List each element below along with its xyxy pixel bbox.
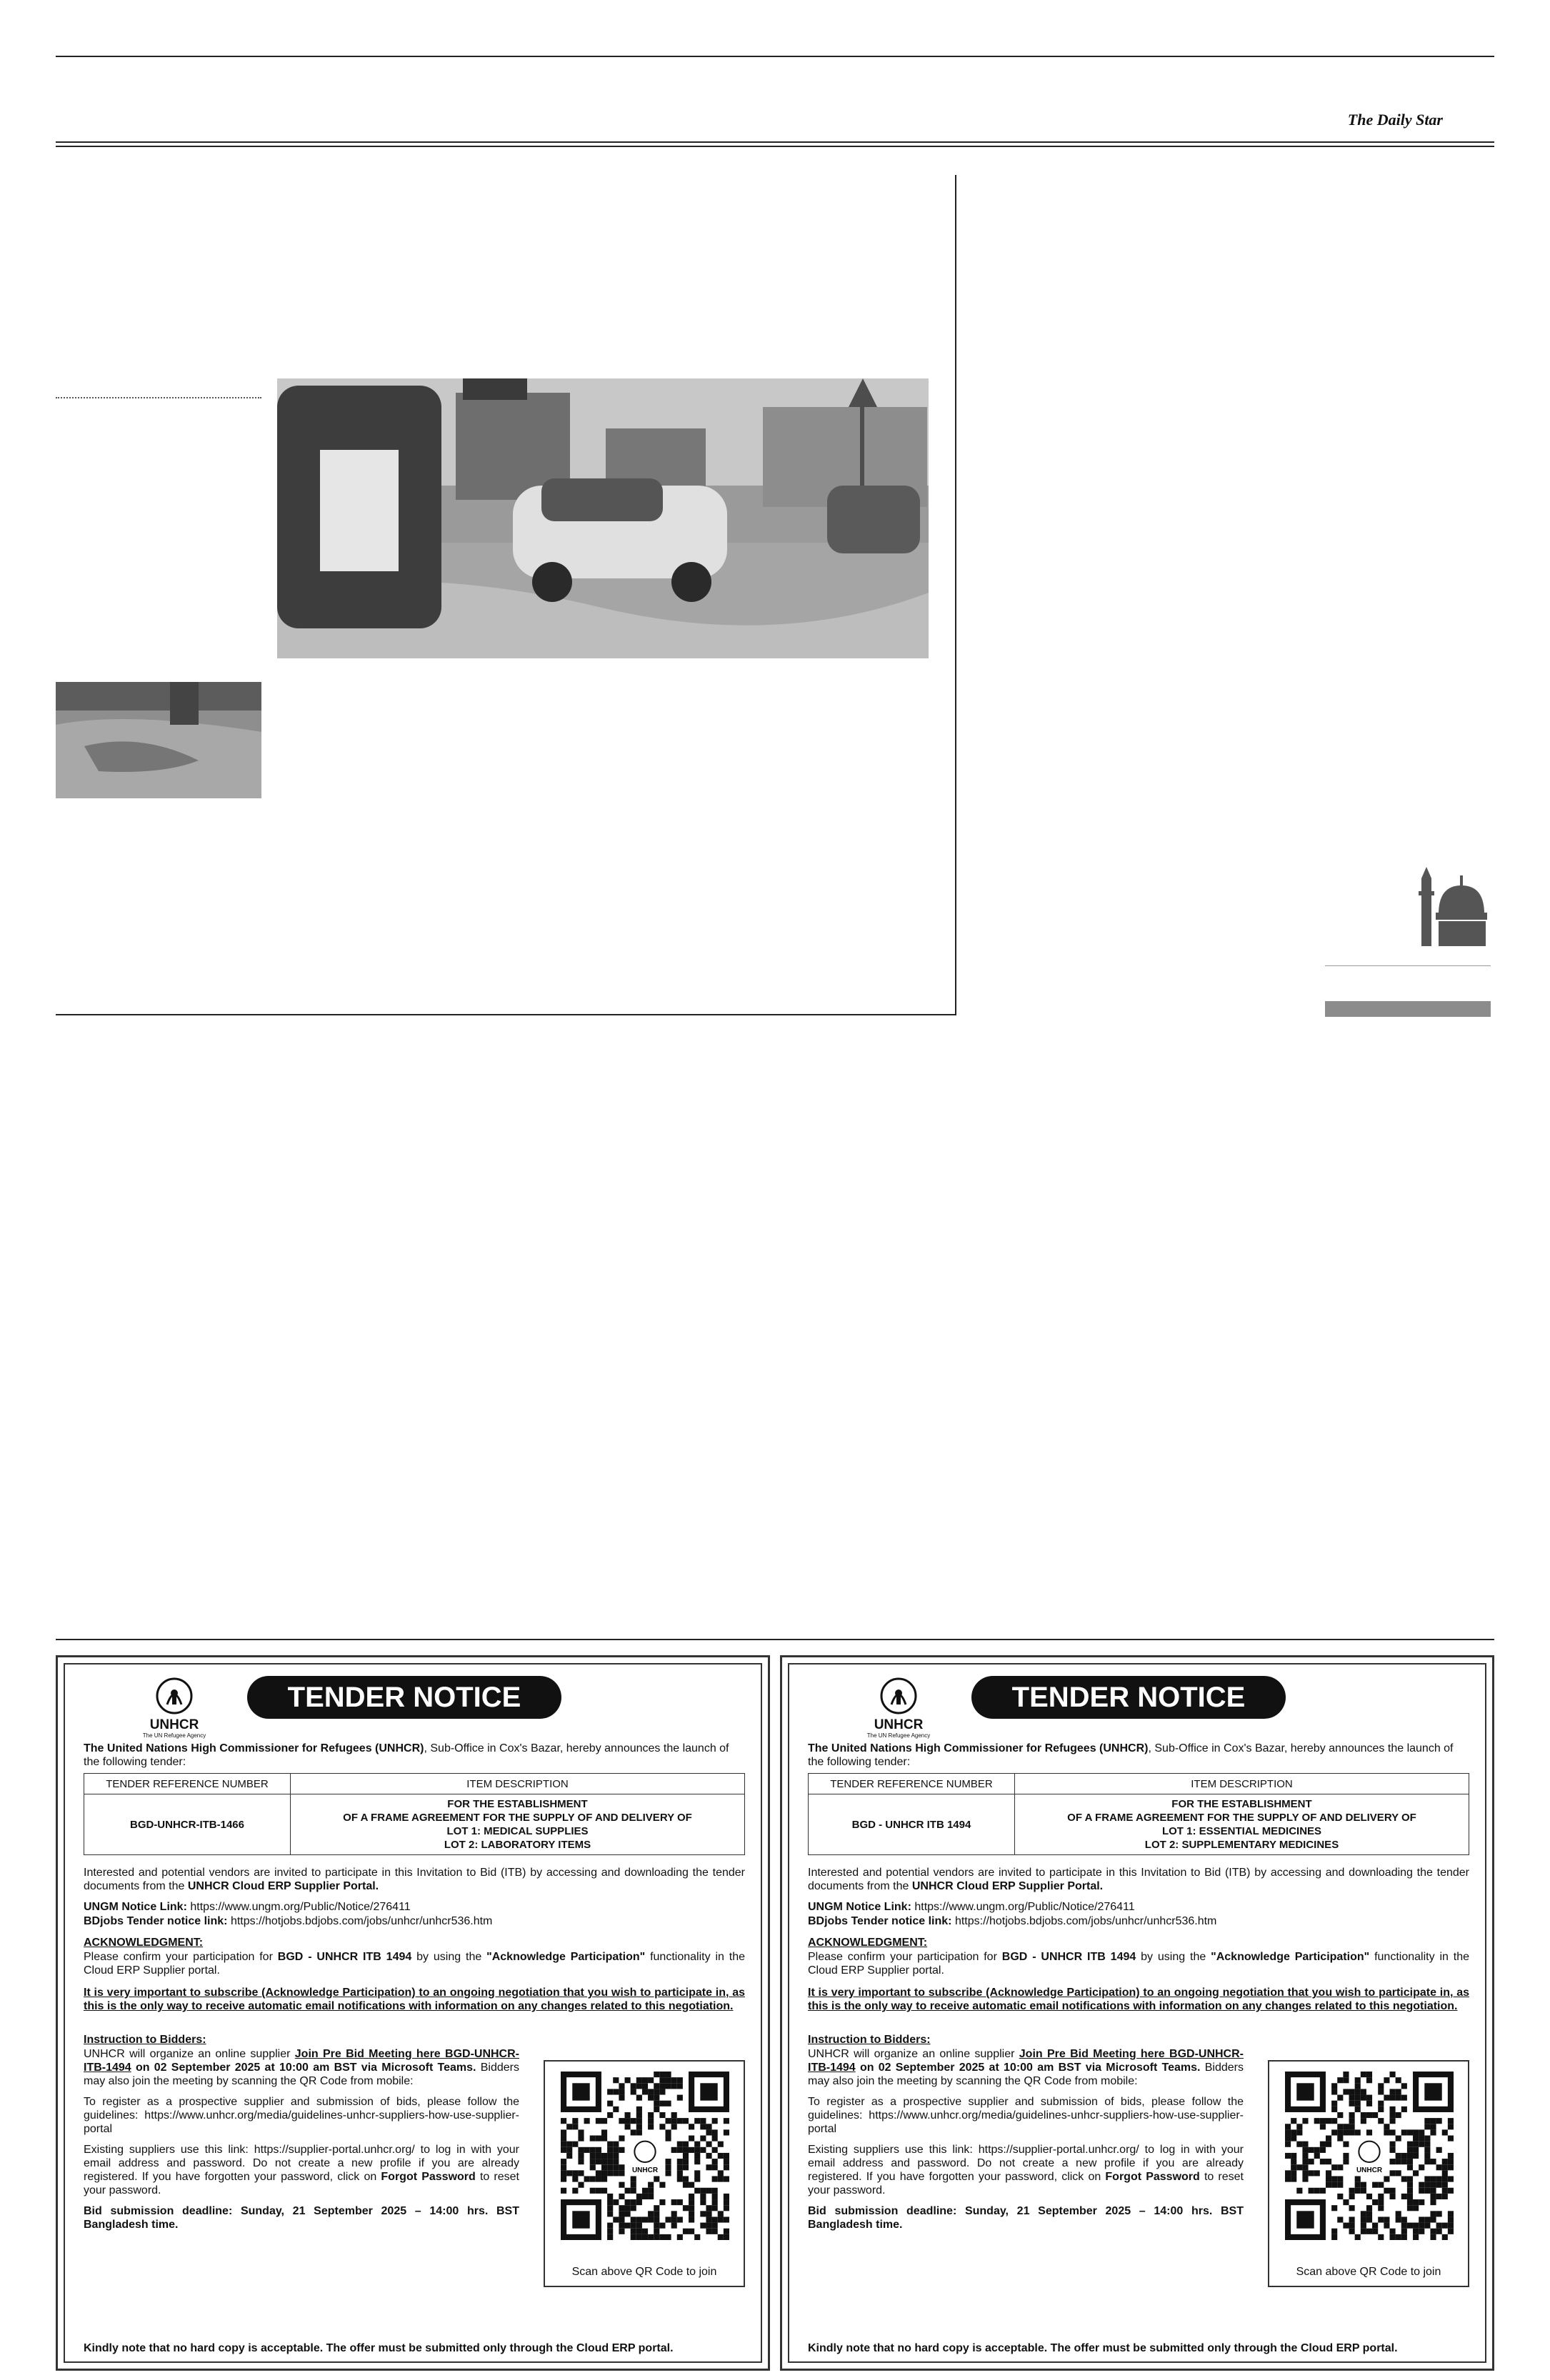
instr-text-1: UNHCR will organize an online supplier [808, 2048, 1019, 2060]
instr-paragraph [808, 2047, 1244, 2088]
article-bottom-rule [56, 1014, 956, 1015]
instructions-column [808, 2047, 1244, 2239]
instr-text-1: UNHCR will organize an online supplier [84, 2048, 295, 2060]
qr-code-icon[interactable] [1282, 2069, 1456, 2254]
ungm-link[interactable]: https://www.ungm.org/Public/Notice/276411 [914, 1901, 1135, 1913]
qr-unhcr-label: UNHCR [631, 2166, 659, 2174]
grey-band [1325, 1001, 1491, 1017]
instr-text-2: on 02 September 2025 at 10:00 am BST via Microsoft Teams. [855, 2062, 1201, 2074]
top-rule [56, 56, 1494, 57]
desc-line-4: LOT 2: SUPPLEMENTARY MEDICINES [1144, 1839, 1339, 1851]
ungm-line [84, 1900, 745, 1914]
unhcr-emblem-icon [156, 1677, 193, 1714]
ack-quote: "Acknowledge Participation" [1211, 1951, 1370, 1963]
article-right-rule [955, 175, 956, 1015]
instr-text-2: on 02 September 2025 at 10:00 am BST via Microsoft Teams. [131, 2062, 476, 2074]
qr-code-box [1268, 2060, 1469, 2287]
pre-bid-meeting-link[interactable]: Join Pre Bid Meeting here BGD-UNHCR-ITB-1494 [808, 2048, 1244, 2074]
mosque-underline [1325, 965, 1491, 966]
tender-notice-title: TENDER NOTICE [247, 1676, 561, 1719]
instr-paragraph [84, 2047, 519, 2088]
important-note: It is very important to subscribe (Acknowledge Participation) to an ongoing negotiation that you wish to participate in, as this is the only way to receive automatic email notifications with information on any changes related to this negotiation. [84, 1987, 745, 2012]
invite-portal: UNHCR Cloud ERP Supplier Portal. [911, 1880, 1104, 1892]
qr-caption: Scan above QR Code to join [1296, 2266, 1441, 2278]
header-rule-2 [56, 146, 1494, 147]
forgot-password: Forgot Password [1105, 2171, 1200, 2183]
invite-portal: UNHCR Cloud ERP Supplier Portal. [187, 1880, 379, 1892]
register-paragraph: To register as a prospective supplier and submission of bids, please follow the guidelines: https://www.unhcr.org/media/guidelines-unhcr-suppliers-how-use-supplier-portal [84, 2096, 519, 2135]
unhcr-logo [135, 1677, 214, 1739]
street-photo-illustration [277, 378, 929, 658]
pre-bid-meeting-link[interactable]: Join Pre Bid Meeting here BGD-UNHCR-ITB-1494 [84, 2048, 519, 2074]
road-damage-photo [56, 682, 261, 798]
desc-line-2: OF A FRAME AGREEMENT FOR THE SUPPLY OF AND DELIVERY OF [1067, 1812, 1416, 1824]
table-header-reference: TENDER REFERENCE NUMBER [809, 1774, 1015, 1794]
deadline: Bid submission deadline: Sunday, 21 September 2025 – 14:00 hrs. BST Bangladesh time. [808, 2205, 1244, 2231]
invite-text: Interested and potential vendors are invited to participate in this Invitation to Bid (ITB) by accessing and downloading the tender documents from the [84, 1867, 745, 1892]
unhcr-logo [859, 1677, 938, 1739]
ack-ref: BGD - UNHCR ITB 1494 [277, 1951, 412, 1963]
ad-section-rule [56, 1639, 1494, 1640]
mosque-icon [1407, 864, 1493, 946]
instr-heading: Instruction to Bidders: [84, 2034, 206, 2046]
intro-org: The United Nations High Commissioner for Refugees (UNHCR) [808, 1742, 1149, 1754]
ack-text-2: by using the [1136, 1951, 1211, 1963]
table-header-reference: TENDER REFERENCE NUMBER [84, 1774, 291, 1794]
final-note: Kindly note that no hard copy is acceptable. The offer must be submitted only through the Cloud ERP portal. [84, 2342, 674, 2354]
bdjobs-line [84, 1914, 745, 1928]
desc-line-4: LOT 2: LABORATORY ITEMS [444, 1839, 591, 1851]
qr-caption: Scan above QR Code to join [571, 2266, 717, 2278]
tender-notice-left [56, 1655, 770, 2371]
intro-rest: , Sub-Office in Cox's Bazar, hereby announces the launch of the following tender: [84, 1742, 729, 1768]
tender-reference: BGD-UNHCR-ITB-1466 [84, 1794, 291, 1855]
invite-paragraph [808, 1866, 1469, 1893]
invite-text: Interested and potential vendors are invited to participate in this Invitation to Bid (ITB) by accessing and downloading the tender documents from the [808, 1867, 1469, 1892]
ack-paragraph [808, 1950, 1469, 1977]
unhcr-logo-tagline: The UN Refugee Agency [866, 1732, 931, 1739]
intro-org: The United Nations High Commissioner for Refugees (UNHCR) [84, 1742, 424, 1754]
tender-reference: BGD - UNHCR ITB 1494 [809, 1794, 1015, 1855]
bdjobs-label: BDjobs Tender notice link: [84, 1915, 228, 1927]
ack-text-1: Please confirm your participation for [84, 1951, 278, 1963]
intro-rest: , Sub-Office in Cox's Bazar, hereby announces the launch of the following tender: [808, 1742, 1454, 1768]
header-rule-1 [56, 141, 1494, 143]
unhcr-logo-name: UNHCR [149, 1717, 199, 1732]
tender-table [84, 1773, 745, 1855]
desc-line-3: LOT 1: MEDICAL SUPPLIES [446, 1825, 589, 1837]
instr-heading: Instruction to Bidders: [808, 2034, 931, 2046]
unhcr-logo-name: UNHCR [874, 1717, 924, 1732]
ack-text-3: functionality in the Cloud ERP Supplier portal. [808, 1951, 1470, 1977]
existing-text-1: Existing suppliers use this link: https://supplier-portal.unhcr.org/ to log in with your email address and password. Do not create a new profile if you are already registered. If you have forgotten your password, click on [84, 2144, 519, 2183]
item-description [1015, 1794, 1469, 1855]
unhcr-logo-tagline: The UN Refugee Agency [142, 1732, 206, 1739]
instr-text-3: Bidders may also join the meeting by scanning the QR Code from mobile: [808, 2062, 1244, 2087]
bdjobs-line [808, 1914, 1469, 1928]
ungm-label: UNGM Notice Link: [84, 1901, 187, 1913]
bdjobs-label: BDjobs Tender notice link: [808, 1915, 952, 1927]
desc-line-2: OF A FRAME AGREEMENT FOR THE SUPPLY OF AND DELIVERY OF [343, 1812, 692, 1824]
masthead-logo: The Daily Star [1347, 111, 1443, 129]
tender-table [808, 1773, 1469, 1855]
intro-text [84, 1742, 745, 1769]
instructions-column [84, 2047, 519, 2239]
unhcr-emblem-icon [880, 1677, 917, 1714]
bdjobs-link[interactable]: https://hotjobs.bdjobs.com/jobs/unhcr/unhcr536.htm [954, 1915, 1217, 1927]
desc-line-1: FOR THE ESTABLISHMENT [447, 1798, 588, 1810]
forgot-password: Forgot Password [381, 2171, 476, 2183]
ack-quote: "Acknowledge Participation" [486, 1951, 646, 1963]
ungm-label: UNGM Notice Link: [808, 1901, 911, 1913]
desc-line-1: FOR THE ESTABLISHMENT [1171, 1798, 1312, 1810]
existing-paragraph [808, 2143, 1244, 2197]
ack-text-3: functionality in the Cloud ERP Supplier portal. [84, 1951, 746, 1977]
item-description [291, 1794, 745, 1855]
road-damage-illustration [56, 682, 261, 798]
bdjobs-link[interactable]: https://hotjobs.bdjobs.com/jobs/unhcr/unhcr536.htm [230, 1915, 493, 1927]
tender-notice-right [780, 1655, 1494, 2371]
final-note: Kindly note that no hard copy is acceptable. The offer must be submitted only through the Cloud ERP portal. [808, 2342, 1398, 2354]
ack-ref: BGD - UNHCR ITB 1494 [1001, 1951, 1136, 1963]
qr-code-icon[interactable] [558, 2069, 732, 2254]
invite-paragraph [84, 1866, 745, 1893]
ungm-line [808, 1900, 1469, 1914]
intro-text [808, 1742, 1469, 1769]
tender-notice-title: TENDER NOTICE [971, 1676, 1286, 1719]
qr-unhcr-label: UNHCR [1356, 2166, 1383, 2174]
deadline: Bid submission deadline: Sunday, 21 September 2025 – 14:00 hrs. BST Bangladesh time. [84, 2205, 519, 2231]
ack-paragraph [84, 1950, 745, 1977]
ack-text-1: Please confirm your participation for [808, 1951, 1002, 1963]
table-header-description: ITEM DESCRIPTION [291, 1774, 745, 1794]
ack-text-2: by using the [411, 1951, 487, 1963]
existing-text-1: Existing suppliers use this link: https://supplier-portal.unhcr.org/ to log in with your email address and password. Do not create a new profile if you are already registered. If you have forgotten your password, click on [808, 2144, 1244, 2183]
important-note: It is very important to subscribe (Acknowledge Participation) to an ongoing negotiation that you wish to participate in, as this is the only way to receive automatic email notifications with information on any changes related to this negotiation. [808, 1987, 1469, 2012]
qr-code-box [544, 2060, 745, 2287]
ungm-link[interactable]: https://www.ungm.org/Public/Notice/276411 [190, 1901, 411, 1913]
existing-text-2: to reset your password. [84, 2171, 520, 2196]
table-header-description: ITEM DESCRIPTION [1015, 1774, 1469, 1794]
desc-line-3: LOT 1: ESSENTIAL MEDICINES [1161, 1825, 1322, 1837]
street-photo [277, 378, 929, 658]
ack-heading: ACKNOWLEDGMENT: [84, 1937, 204, 1949]
ack-heading: ACKNOWLEDGMENT: [808, 1937, 928, 1949]
existing-paragraph [84, 2143, 519, 2197]
existing-text-2: to reset your password. [808, 2171, 1244, 2196]
instr-text-3: Bidders may also join the meeting by scanning the QR Code from mobile: [84, 2062, 519, 2087]
register-paragraph: To register as a prospective supplier and submission of bids, please follow the guidelines: https://www.unhcr.org/media/guidelines-unhcr-suppliers-how-use-supplier-portal [808, 2096, 1244, 2135]
dotted-divider [56, 397, 261, 398]
